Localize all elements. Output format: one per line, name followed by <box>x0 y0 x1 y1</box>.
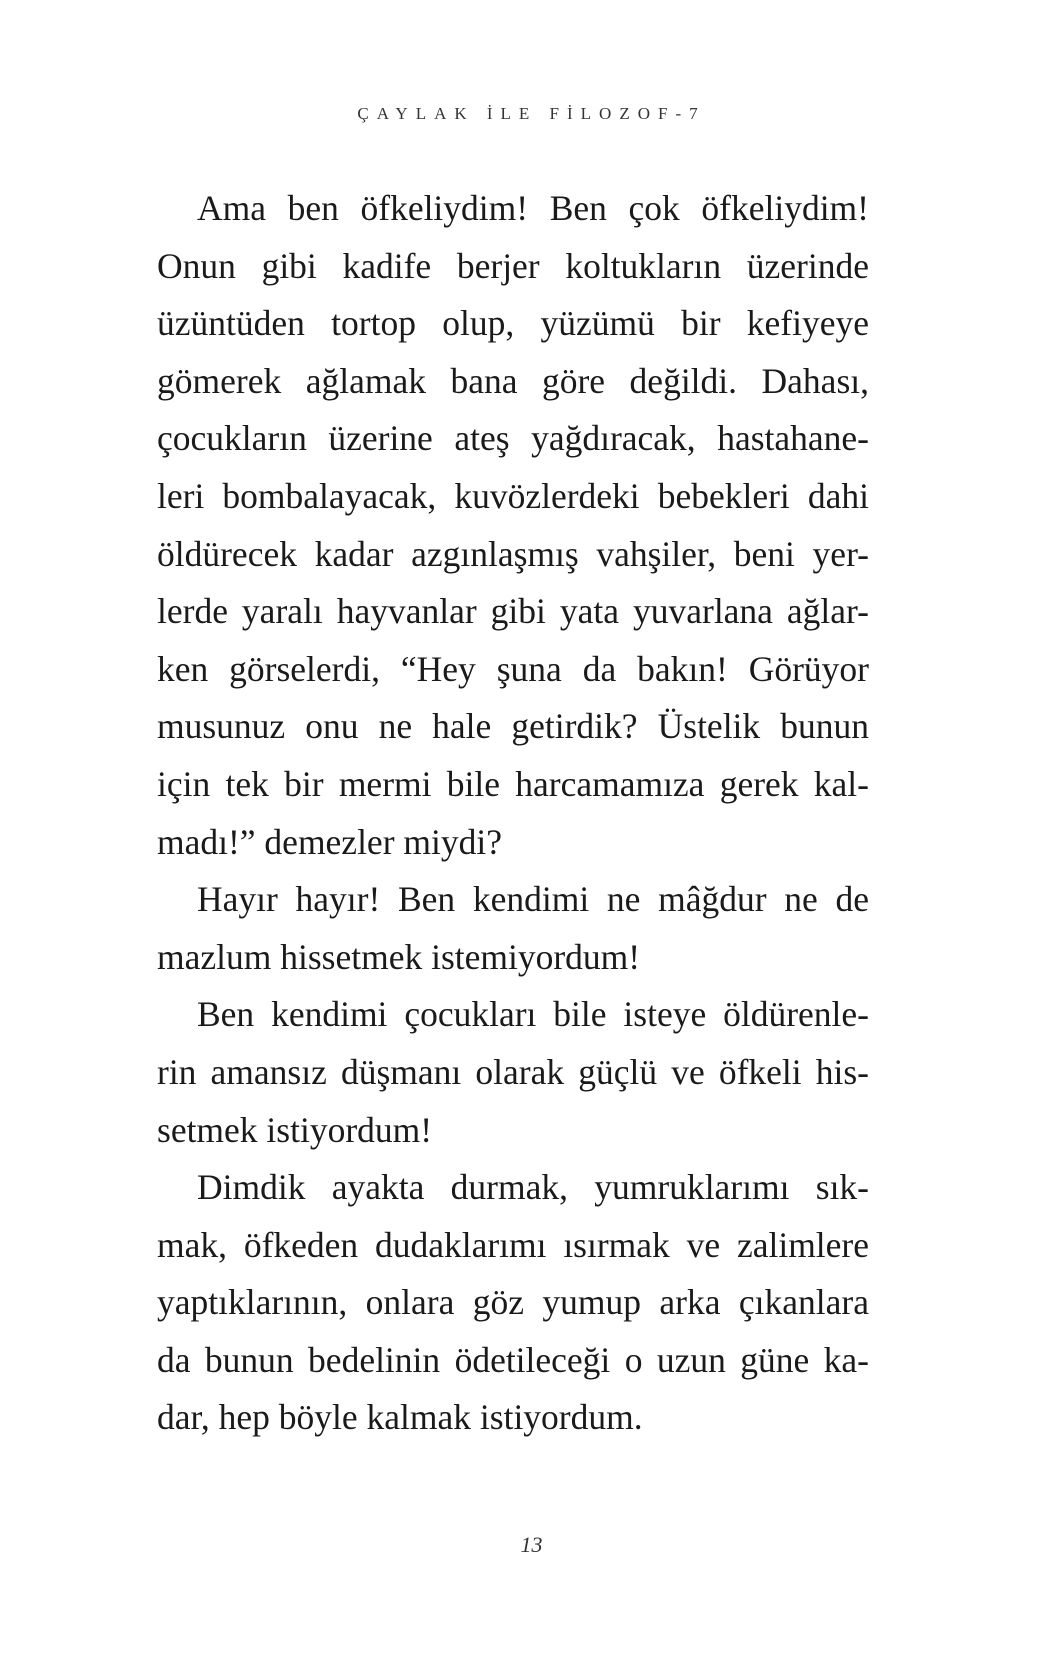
text-line: rin amansız düşmanı olarak güçlü ve öfkeli his- <box>157 1051 869 1092</box>
running-header: ÇAYLAK İLE FİLOZOF-7 <box>357 104 706 123</box>
text-line: dar, hep böyle kalmak istiyordum. <box>157 1397 643 1438</box>
text-line: gömerek ağlamak bana göre değildi. Dahası, <box>157 360 869 401</box>
paragraph-3 <box>157 986 869 1159</box>
text-line: Ben kendimi çocukları bile isteye öldürenle- <box>197 994 869 1035</box>
text-line: mak, öfkeden dudaklarımı ısırmak ve zalimlere <box>157 1224 869 1265</box>
text-line: için tek bir mermi bile harcamamıza gerek kal- <box>157 763 869 804</box>
text-line: öldürecek kadar azgınlaşmış vahşiler, beni yer- <box>157 533 869 574</box>
text-line: musunuz onu ne hale getirdik? Üstelik bunun <box>157 706 869 747</box>
paragraph-2 <box>157 871 869 986</box>
text-line: da bunun bedelinin ödetileceği o uzun güne ka- <box>157 1339 869 1380</box>
page-number: 13 <box>520 1532 543 1557</box>
text-line: yaptıklarının, onlara göz yumup arka çıkanlara <box>157 1282 869 1323</box>
text-line: Hayır hayır! Ben kendimi ne mâğdur ne de <box>197 879 869 920</box>
text-line: leri bombalayacak, kuvözlerdeki bebekleri dahi <box>157 475 869 516</box>
text-line: Onun gibi kadife berjer koltukların üzerinde <box>157 245 869 286</box>
text-line: Dimdik ayakta durmak, yumruklarımı sık- <box>197 1167 869 1208</box>
text-line: üzüntüden tortop olup, yüzümü bir kefiyeye <box>157 303 869 344</box>
text-line: ken görselerdi, “Hey şuna da bakın! Görüyor <box>157 648 869 689</box>
paragraph-4 <box>157 1159 869 1447</box>
text-line: mazlum hissetmek istemiyordum! <box>157 936 641 977</box>
text-line: lerde yaralı hayvanlar gibi yata yuvarlana ağlar- <box>157 591 869 632</box>
text-line: madı!” demezler miydi? <box>157 821 502 862</box>
text-line: setmek istiyordum! <box>157 1109 433 1150</box>
text-line: çocukların üzerine ateş yağdıracak, hastahane- <box>157 418 869 459</box>
paragraph-1 <box>157 180 869 871</box>
text-line: Ama ben öfkeliydim! Ben çok öfkeliydim! <box>197 188 869 228</box>
body-text <box>157 180 869 1447</box>
